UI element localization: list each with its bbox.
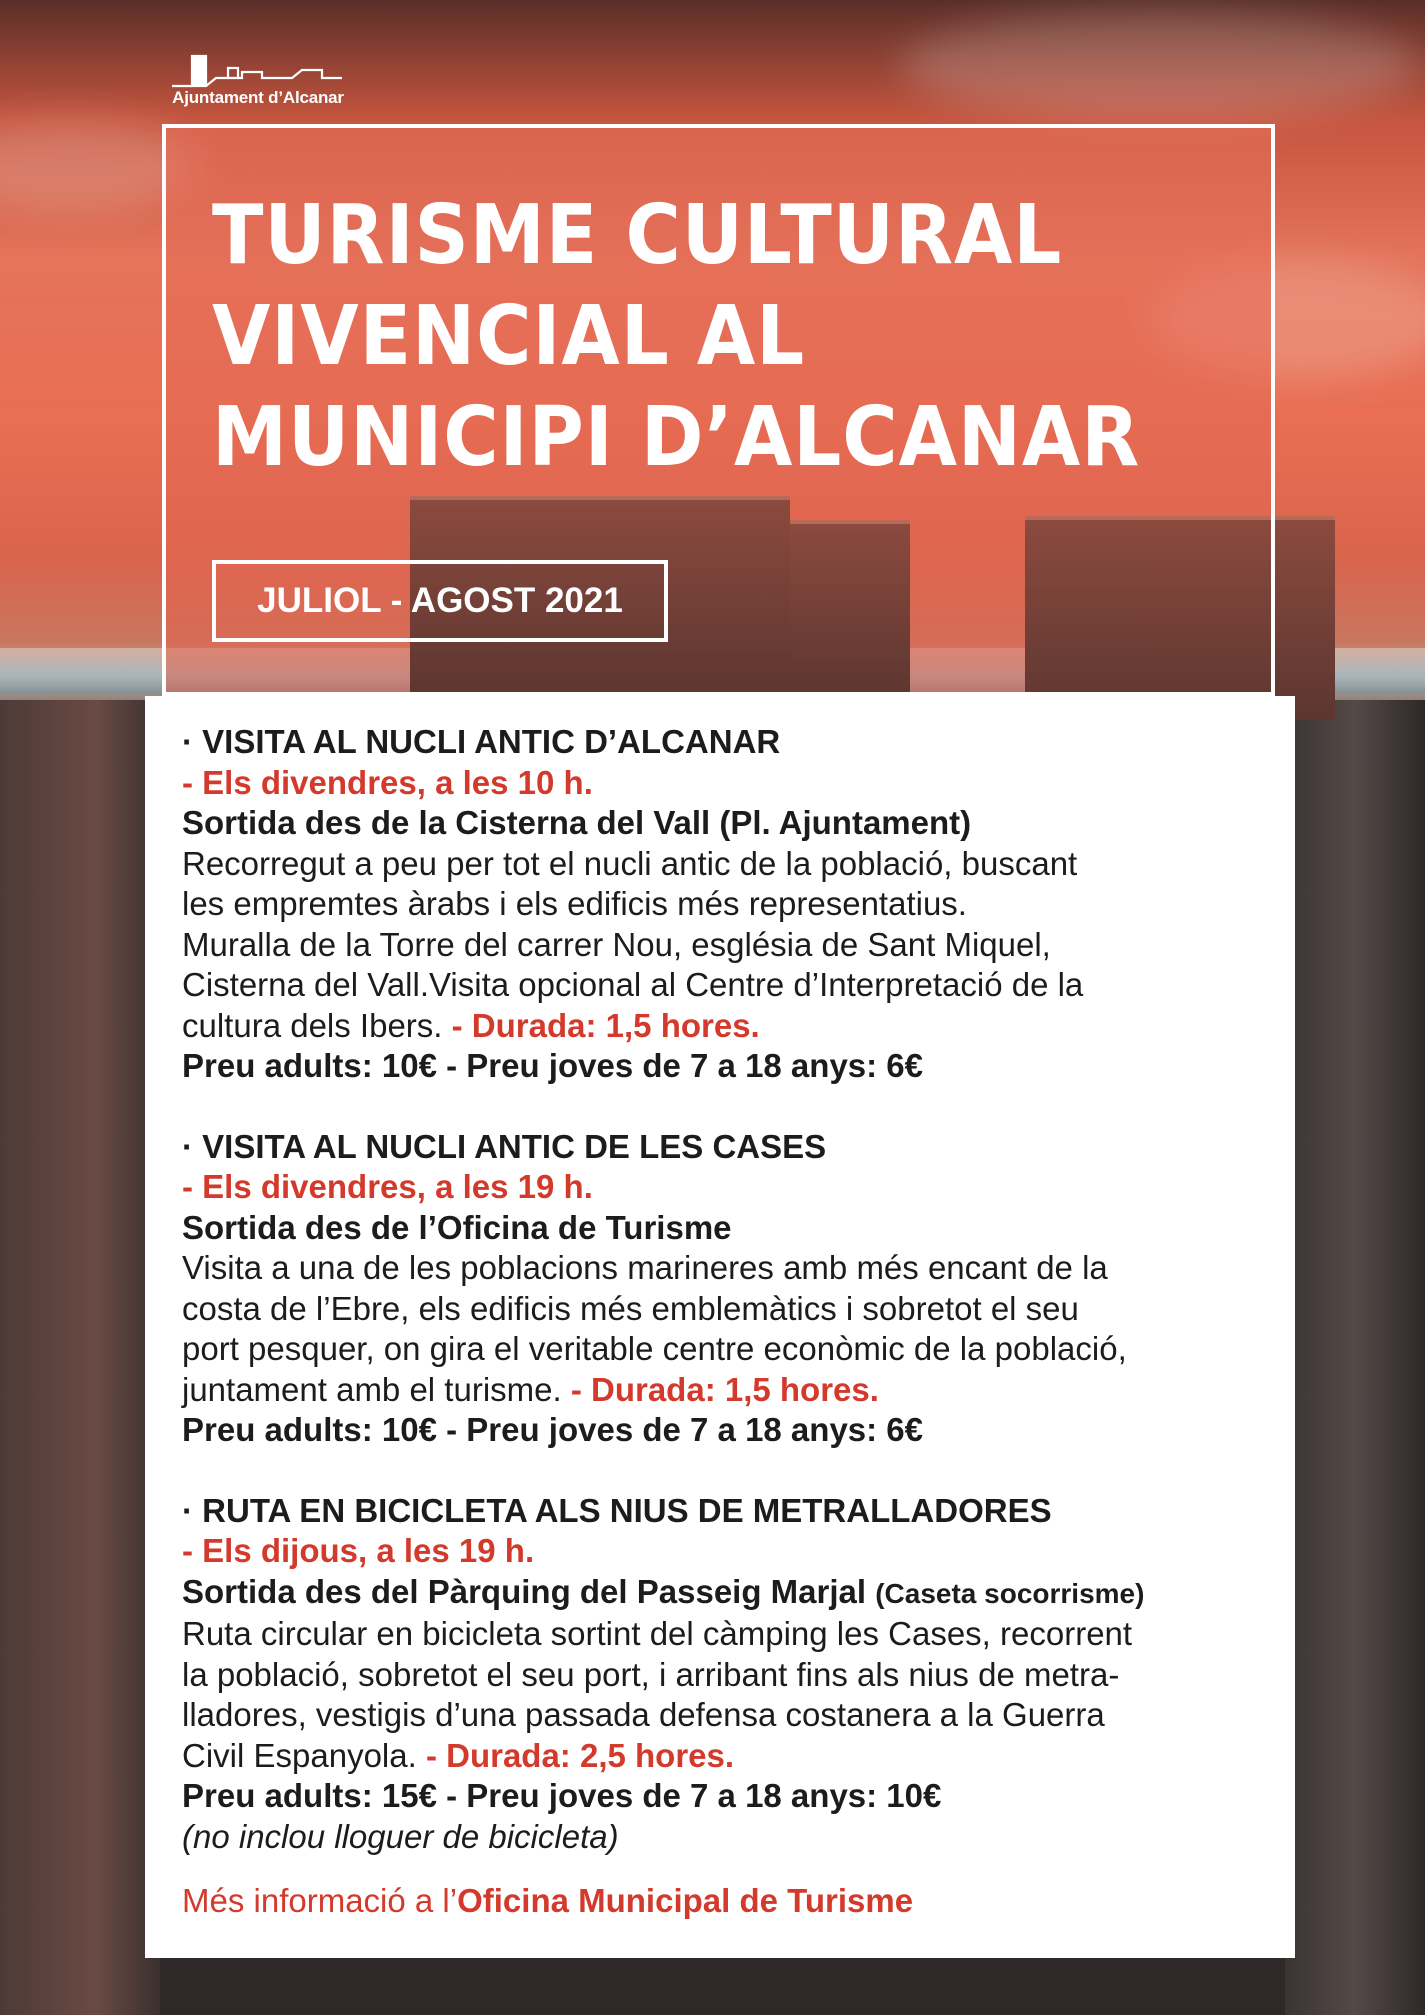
title-line: MUNICIPI D’ALCANAR: [212, 390, 1141, 485]
activity-duration: - Durada: 2,5 hores.: [425, 1736, 735, 1774]
description-line: les empremtes àrabs i els edificis més representatius.: [182, 885, 967, 922]
title-line: TURISME CULTURAL: [212, 188, 1063, 283]
description-line-with-duration: [182, 1370, 1282, 1411]
activity-departure: Sortida des de l’Oficina de Turisme: [182, 1208, 732, 1246]
more-info-prefix: Més informació a l’: [182, 1882, 458, 1919]
logo-text: Ajuntament d’Alcanar: [172, 88, 344, 107]
activity-title: · VISITA AL NUCLI ANTIC D’ALCANAR: [182, 723, 781, 760]
description-line-with-duration: [182, 1736, 1282, 1777]
activity-price: Preu adults: 10€ - Preu joves de 7 a 18 anys: 6€: [182, 1411, 924, 1448]
content: [182, 722, 1282, 1922]
tourism-office: Oficina Municipal de Turisme: [457, 1882, 914, 1919]
activity-title: · VISITA AL NUCLI ANTIC DE LES CASES: [182, 1127, 827, 1165]
description-line: Muralla de la Torre del carrer Nou, església de Sant Miquel,: [182, 925, 1051, 963]
logo: [152, 52, 364, 114]
rocky-shore: [0, 700, 160, 2015]
town-skyline-icon: [172, 52, 342, 90]
cloud: [900, 10, 1420, 120]
description-line: Visita a una de les poblacions marineres amb més encant de la: [182, 1249, 1108, 1286]
description-line: la població, sobretot el seu port, i arribant fins als nius de metra-: [182, 1655, 1120, 1693]
title-line: VIVENCIAL AL: [212, 289, 806, 384]
description-line: port pesquer, on gira el veritable centre econòmic de la població,: [182, 1330, 1127, 1367]
activity-section: [182, 1491, 1282, 1858]
activity-departure-line: [182, 1572, 1282, 1615]
description-line-with-duration: [182, 1006, 1282, 1047]
activity-title: · RUTA EN BICICLETA ALS NIUS DE METRALLADORES: [182, 1491, 1052, 1529]
activity-duration: - Durada: 1,5 hores.: [570, 1370, 879, 1408]
activity-note: (no inclou lloguer de bicicleta): [182, 1817, 619, 1855]
description-line: Cisterna del Vall.Visita opcional al Centre d’Interpretació de la: [182, 966, 1084, 1003]
activity-price: Preu adults: 15€ - Preu joves de 7 a 18 anys: 10€: [182, 1777, 942, 1814]
description-line: Recorregut a peu per tot el nucli antic de la població, buscant: [182, 844, 1078, 882]
date-range: JULIOL - AGOST 2021: [212, 560, 668, 642]
departure-note: (Caseta socorrisme): [875, 1577, 1145, 1609]
description-line: lladores, vestigis d’una passada defensa costanera a la Guerra: [182, 1696, 1105, 1733]
page-title: [212, 185, 1141, 488]
description-line: Ruta circular en bicicleta sortint del càmping les Cases, recorrent: [182, 1615, 1133, 1652]
description-line: juntament amb el turisme.: [182, 1370, 562, 1408]
more-info: [182, 1881, 1282, 1922]
activity-departure: Sortida des del Pàrquing del Passeig Marjal: [182, 1572, 867, 1610]
activity-schedule: - Els dijous, a les 19 h.: [182, 1532, 535, 1569]
activity-schedule: - Els divendres, a les 10 h.: [182, 763, 593, 801]
activity-duration: - Durada: 1,5 hores.: [451, 1006, 760, 1044]
description-line: cultura dels Ibers.: [182, 1006, 443, 1044]
activity-price: Preu adults: 10€ - Preu joves de 7 a 18 anys: 6€: [182, 1047, 924, 1084]
activity-section: [182, 1127, 1282, 1451]
activity-departure: Sortida des de la Cisterna del Vall (Pl. Ajuntament): [182, 804, 972, 841]
activity-schedule: - Els divendres, a les 19 h.: [182, 1168, 593, 1205]
description-line: Civil Espanyola.: [182, 1736, 417, 1774]
road: [1285, 700, 1425, 2015]
activity-section: [182, 722, 1282, 1087]
description-line: costa de l’Ebre, els edificis més emblemàtics i sobretot el seu: [182, 1289, 1079, 1327]
